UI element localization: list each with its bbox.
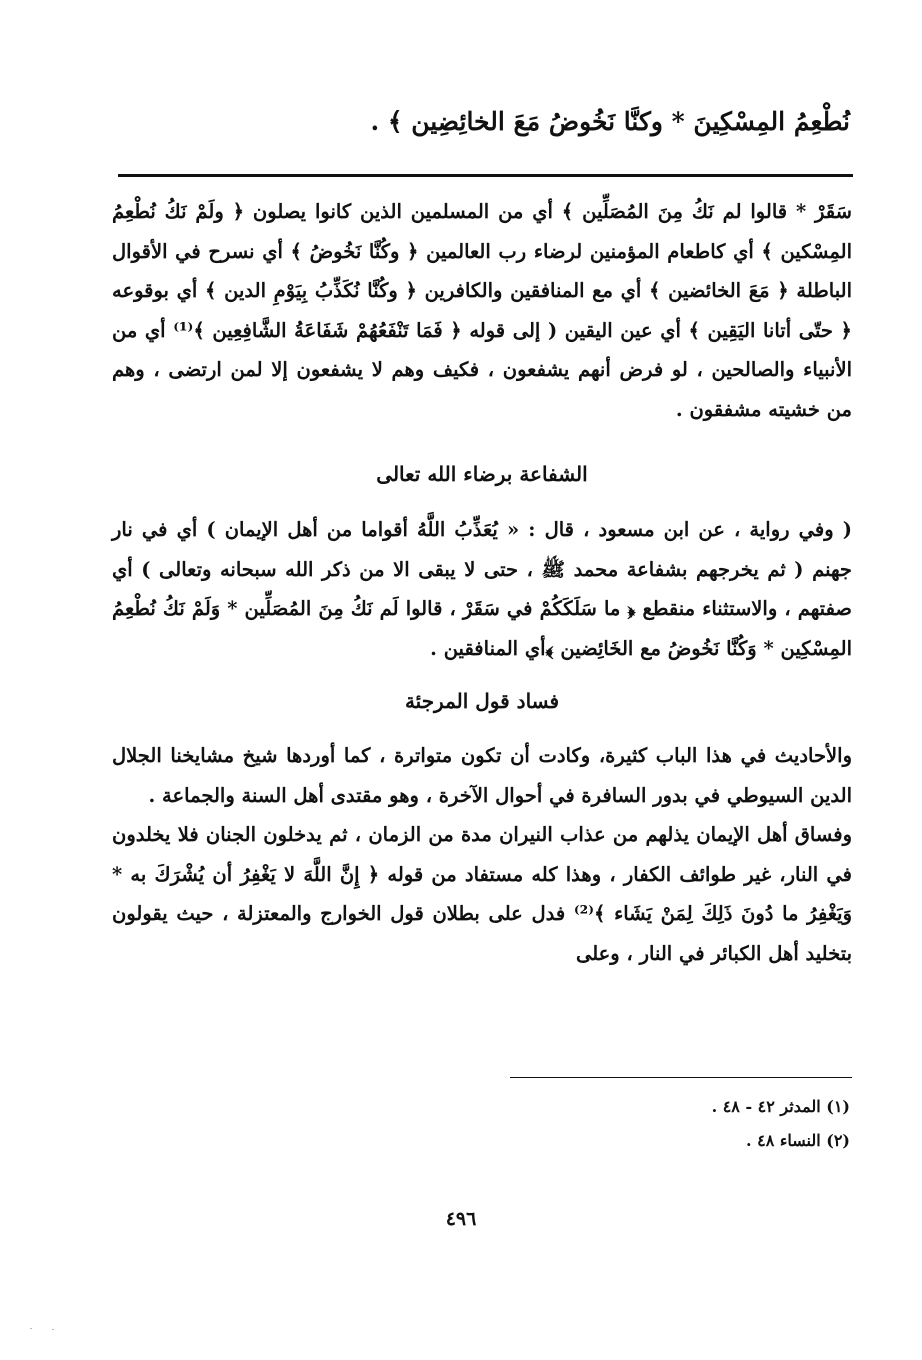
paragraph-3: والأحاديث في هذا الباب كثيرة، وكادت أن تكون متواترة ، كما أوردها شيخ مشايخنا الجلال الدين السيوطي في بدور السافرة في أحوال الآخرة ، وهو مقتدى أهل السنة والجماعة . — [112, 744, 852, 807]
section-heading-intercession: الشفاعة برضاء الله تعالى — [376, 462, 588, 486]
paragraph-2: ( وفي رواية ، عن ابن مسعود ، قال : « يُعَذِّبُ اللَّهُ أقواما من أهل الإيمان ) أي في نار جهنم ( ثم يخرجهم بشفاعة محمد ﷺ ، حتى لا يبقى الا من ذكر الله سبحانه وتعالى ) أي صفتهم ، والاستثناء منقطع ﴿ ما سَلَكَكُمْ في سَقَرْ ، قالوا لَم نَكُ مِنَ المُصَلِّين * وَلَمْ نَكُ نُطْعِمُ المِسْكِين * وَكُنَّا نَخُوضُ مع الخَائِضين ﴾أي المنافقين . — [112, 518, 852, 660]
footnote-2: (٢) النساء ٤٨ . — [745, 1131, 850, 1150]
header-verse-line: نُطْعِمُ المِسْكِينَ * وكنَّا نَخُوضُ مَعَ الخائِضِين ﴾ . — [370, 107, 850, 136]
header-divider — [118, 174, 853, 177]
section-heading-murjia: فساد قول المرجئة — [404, 689, 560, 713]
paragraph-4: وفساق أهل الإيمان يذلهم من عذاب النيران مدة من الزمان ، ثم يدخلون الجنان فلا يخلدون في النار، غير طوائف الكفار ، وهذا كله مستفاد من قوله ﴿ إِنَّ اللَّهَ لا يَغْفِرُ أن يُشْرَكَ به * وَيَغْفِرُ ما دُونَ ذَلِكَ لِمَنْ يَشَاء ﴾⁽²⁾ فدل على بطلان قول الخوارج والمعتزلة ، حيث يقولون بتخليد أهل الكبائر في النار ، وعلى — [112, 823, 853, 965]
page-number: ٤٩٦ — [445, 1208, 477, 1230]
footnotes — [450, 1090, 850, 1158]
paragraph-1: سَقَرْ * قالوا لم نَكُ مِنَ المُصَلِّين ﴾ أي من المسلمين الذين كانوا يصلون ﴿ ولَمْ نَكُ نُطْعِمُ المِسْكين ﴾ أي كاطعام المؤمنين لرضاء رب العالمين ﴿ وكُنَّا نَخُوضُ ﴾ أي نسرح في الأقوال الباطلة ﴿ مَعَ الخائضين ﴾ أي مع المنافقين والكافرين ﴿ وكُنَّا نُكَذِّبُ بِيَوْمِ الدين ﴾ أي بوقوعه ﴿ حتّى أتانا اليَقِين ﴾ أي عين اليقين ( إلى قوله ﴿ فَمَا تَنْفَعُهُمْ شَفَاعَةُ الشَّافِعِين ﴾⁽¹⁾ أي من الأنبياء والصالحين ، لو فرض أنهم يشفعون ، فكيف وهم لا يشفعون إلا لمن ارتضى ، وهم من خشيته مشفقون . — [112, 200, 852, 421]
footnote-1: (١) المدثر ٤٢ - ٤٨ . — [711, 1097, 850, 1116]
main-body — [112, 192, 852, 973]
footnote-divider — [510, 1077, 852, 1078]
scan-speck — [30, 1328, 32, 1329]
scan-speck — [52, 1329, 54, 1330]
